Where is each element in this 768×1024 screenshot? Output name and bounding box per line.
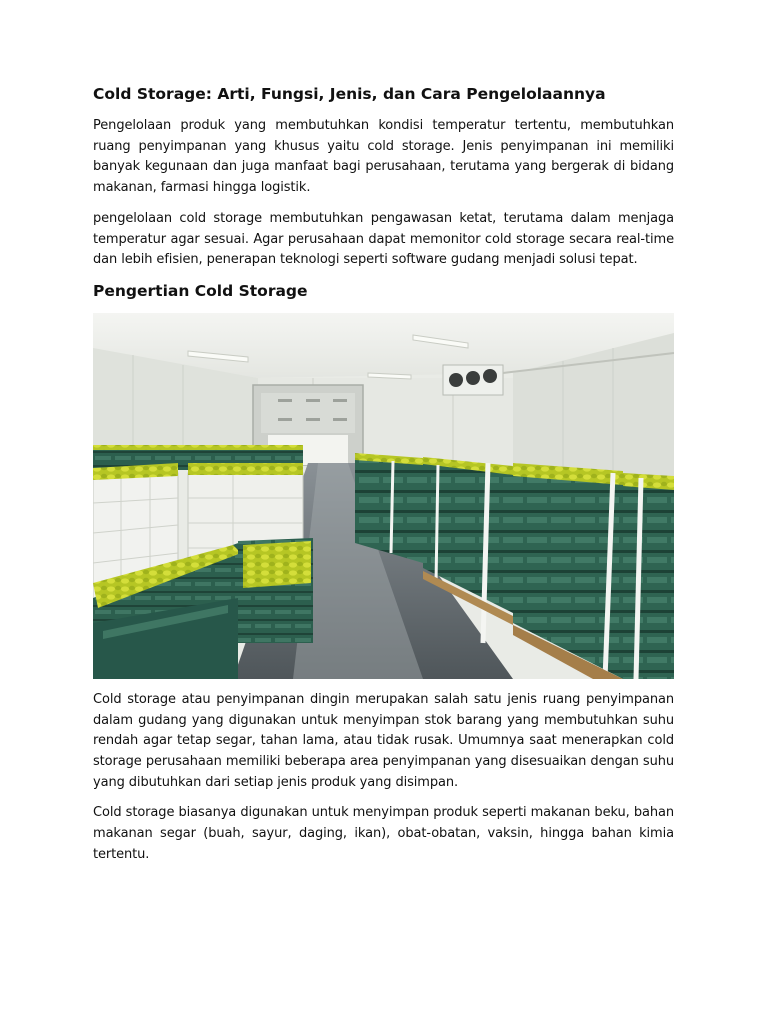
document-page [93,84,674,876]
section-heading: Pengertian Cold Storage [93,281,308,300]
article-title: Cold Storage: Arti, Fungsi, Jenis, dan Cara Pengelolaannya [93,85,606,103]
intro-paragraph-2: pengelolaan cold storage membutuhkan pengawasan ketat, terutama dalam menjaga temperatur agar sesuai. Agar perusahaan dapat memonitor cold storage secara real-time dan lebih efisien, penerapan teknologi seperti software gudang menjadi solusi tepat. [93,210,674,268]
cold-storage-photo [93,313,674,679]
section-paragraph-1: Cold storage atau penyimpanan dingin merupakan salah satu jenis ruang penyimpanan dalam gudang yang digunakan untuk menyimpan stok barang yang membutuhkan suhu rendah agar tetap segar, tahan lama, atau tidak rusak. Umumnya saat menerapkan cold storage perusahaan memiliki beberapa area penyimpanan yang disesuaikan dengan suhu yang dibutuhkan dari setiap jenis produk yang disimpan. [93,691,674,790]
section-paragraph-2: Cold storage biasanya digunakan untuk menyimpan produk seperti makanan beku, bahan makanan segar (buah, sayur, daging, ikan), obat-obatan, vaksin, hingga bahan kimia tertentu. [93,805,674,862]
intro-paragraph-1: Pengelolaan produk yang membutuhkan kondisi temperatur tertentu, membutuhkan ruang penyimpanan yang khusus yaitu cold storage. Jenis penyimpanan ini memiliki banyak kegunaan dan juga manfaat bagi perusahaan, terutama yang bergerak di bidang makanan, farmasi hingga logistik. [93,118,674,196]
